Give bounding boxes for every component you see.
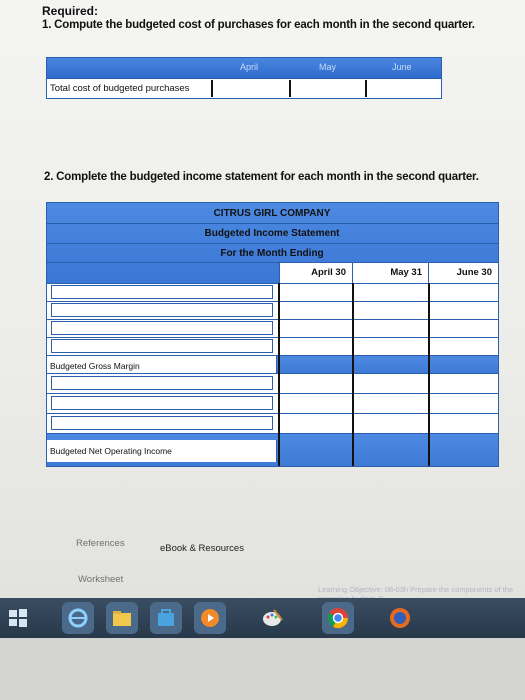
question-1: 1. Compute the budgeted cost of purchases for each month in the second quarter. xyxy=(42,19,475,31)
statement-row[interactable] xyxy=(47,337,498,355)
statement-title: Budgeted Income Statement xyxy=(204,228,340,239)
income-statement-table xyxy=(46,202,499,467)
references-link[interactable]: References xyxy=(76,538,125,549)
ebook-resources-link[interactable]: eBook & Resources xyxy=(160,543,244,554)
purchases-row xyxy=(47,78,441,98)
internet-explorer-icon[interactable] xyxy=(62,602,94,634)
statement-row[interactable] xyxy=(47,283,498,301)
june-purchases-input[interactable] xyxy=(365,80,441,97)
desk-surface xyxy=(0,638,525,700)
col-april-30: April 30 xyxy=(279,263,352,283)
purchases-col-may: May xyxy=(319,62,337,72)
april-purchases-input[interactable] xyxy=(211,80,289,97)
net-operating-income-label: Budgeted Net Operating Income xyxy=(50,446,172,456)
gross-margin-label: Budgeted Gross Margin xyxy=(50,361,140,371)
purchases-header-row xyxy=(47,58,441,78)
windows-store-icon[interactable] xyxy=(150,602,182,634)
chrome-icon[interactable] xyxy=(322,602,354,634)
question-2: 2. Complete the budgeted income statement for each month in the second quarter. xyxy=(44,171,479,183)
media-player-icon[interactable] xyxy=(194,602,226,634)
statement-row[interactable] xyxy=(47,319,498,337)
learning-objective: Learning Objective: 08-03h Prepare the components of the xyxy=(318,585,514,594)
statement-row[interactable] xyxy=(47,393,498,413)
purchases-table xyxy=(46,57,442,99)
statement-row[interactable] xyxy=(47,373,498,393)
worksheet-link[interactable]: Worksheet xyxy=(78,574,124,585)
net-operating-income-row xyxy=(47,433,498,466)
file-explorer-icon[interactable] xyxy=(106,602,138,634)
purchases-col-april: April xyxy=(240,62,259,72)
firefox-icon[interactable] xyxy=(384,602,416,634)
col-may-31: May 31 xyxy=(352,263,428,283)
statement-period: For the Month Ending xyxy=(220,248,324,259)
company-name: CITRUS GIRL COMPANY xyxy=(213,208,331,219)
taskbar xyxy=(0,598,525,638)
gross-margin-row xyxy=(47,355,498,373)
statement-row[interactable] xyxy=(47,301,498,319)
col-june-30: June 30 xyxy=(428,263,498,283)
required-heading: Required: xyxy=(42,4,99,18)
paint-icon[interactable] xyxy=(256,602,288,634)
purchases-col-june: June xyxy=(392,62,412,72)
may-purchases-input[interactable] xyxy=(289,80,365,97)
purchases-row-label: Total cost of budgeted purchases xyxy=(50,83,190,94)
statement-row[interactable] xyxy=(47,413,498,433)
income-statement-header xyxy=(47,203,498,283)
windows-start-icon[interactable] xyxy=(2,602,34,634)
